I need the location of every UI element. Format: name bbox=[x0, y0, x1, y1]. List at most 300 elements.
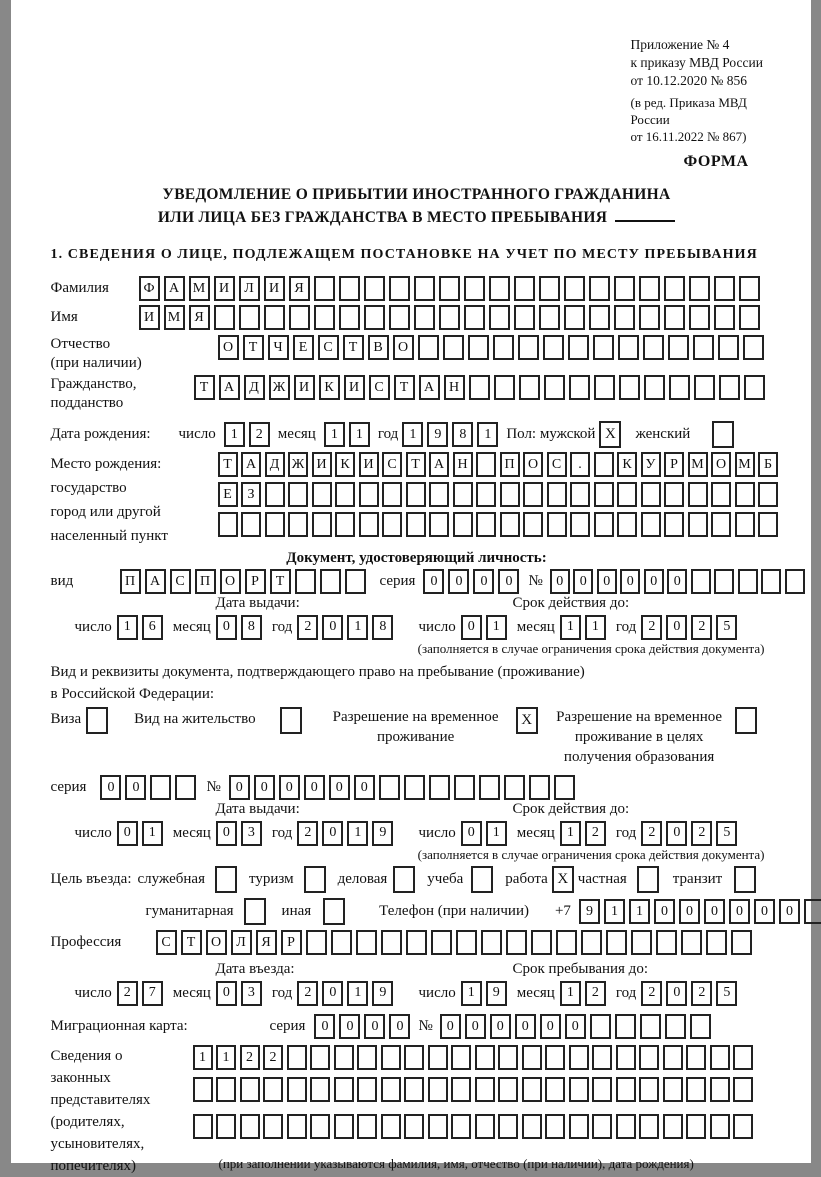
char-cell[interactable]: 8 bbox=[241, 615, 262, 640]
char-cell[interactable]: 0 bbox=[729, 899, 750, 924]
char-cell[interactable]: 1 bbox=[347, 615, 368, 640]
char-cell[interactable] bbox=[529, 775, 550, 800]
female-checkbox[interactable] bbox=[712, 421, 734, 448]
char-cell[interactable]: 0 bbox=[229, 775, 250, 800]
char-cell[interactable] bbox=[406, 512, 426, 537]
char-cell[interactable]: 1 bbox=[193, 1045, 213, 1070]
char-cell[interactable]: 0 bbox=[354, 775, 375, 800]
char-cell[interactable]: 2 bbox=[263, 1045, 283, 1070]
purpose-humanitarian-checkbox[interactable] bbox=[244, 898, 266, 925]
char-cell[interactable] bbox=[733, 1114, 753, 1139]
char-cell[interactable] bbox=[320, 569, 341, 594]
char-cell[interactable] bbox=[639, 276, 660, 301]
char-cell[interactable] bbox=[469, 375, 490, 400]
char-cell[interactable]: 1 bbox=[486, 821, 507, 846]
char-cell[interactable] bbox=[239, 305, 260, 330]
char-cell[interactable]: 0 bbox=[573, 569, 593, 594]
char-cell[interactable] bbox=[345, 569, 366, 594]
char-cell[interactable]: А bbox=[241, 452, 261, 477]
char-cell[interactable] bbox=[569, 1045, 589, 1070]
char-cell[interactable] bbox=[594, 452, 614, 477]
char-cell[interactable]: 2 bbox=[585, 981, 606, 1006]
char-cell[interactable] bbox=[389, 276, 410, 301]
char-cell[interactable] bbox=[639, 1045, 659, 1070]
char-cell[interactable] bbox=[594, 512, 614, 537]
char-cell[interactable] bbox=[451, 1077, 471, 1102]
char-cell[interactable] bbox=[681, 930, 702, 955]
char-cell[interactable]: Т bbox=[194, 375, 215, 400]
char-cell[interactable] bbox=[240, 1077, 260, 1102]
char-cell[interactable] bbox=[711, 482, 731, 507]
char-cell[interactable] bbox=[590, 1014, 611, 1039]
char-cell[interactable] bbox=[522, 1077, 542, 1102]
char-cell[interactable]: Т bbox=[218, 452, 238, 477]
char-cell[interactable] bbox=[641, 512, 661, 537]
char-cell[interactable] bbox=[287, 1114, 307, 1139]
char-cell[interactable] bbox=[357, 1114, 377, 1139]
char-cell[interactable] bbox=[451, 1114, 471, 1139]
char-cell[interactable] bbox=[479, 775, 500, 800]
char-cell[interactable] bbox=[359, 512, 379, 537]
char-cell[interactable] bbox=[334, 1077, 354, 1102]
char-cell[interactable]: 2 bbox=[641, 821, 662, 846]
char-cell[interactable] bbox=[310, 1114, 330, 1139]
char-cell[interactable]: Я bbox=[189, 305, 210, 330]
char-cell[interactable] bbox=[564, 305, 585, 330]
char-cell[interactable] bbox=[744, 375, 765, 400]
char-cell[interactable]: 1 bbox=[142, 821, 163, 846]
purpose-study-checkbox[interactable] bbox=[471, 866, 493, 893]
purpose-other-checkbox[interactable] bbox=[323, 898, 345, 925]
char-cell[interactable]: 0 bbox=[216, 615, 237, 640]
char-cell[interactable] bbox=[404, 1045, 424, 1070]
char-cell[interactable] bbox=[743, 335, 764, 360]
char-cell[interactable]: 0 bbox=[666, 615, 687, 640]
char-cell[interactable]: Т bbox=[181, 930, 202, 955]
char-cell[interactable] bbox=[539, 305, 560, 330]
char-cell[interactable]: М bbox=[688, 452, 708, 477]
char-cell[interactable] bbox=[454, 775, 475, 800]
char-cell[interactable]: 2 bbox=[117, 981, 138, 1006]
char-cell[interactable] bbox=[663, 1045, 683, 1070]
char-cell[interactable] bbox=[334, 1045, 354, 1070]
char-cell[interactable] bbox=[389, 305, 410, 330]
char-cell[interactable]: Т bbox=[394, 375, 415, 400]
char-cell[interactable]: 0 bbox=[423, 569, 444, 594]
char-cell[interactable] bbox=[664, 512, 684, 537]
char-cell[interactable] bbox=[504, 775, 525, 800]
char-cell[interactable]: О bbox=[206, 930, 227, 955]
char-cell[interactable] bbox=[589, 276, 610, 301]
char-cell[interactable]: А bbox=[164, 276, 185, 301]
char-cell[interactable]: О bbox=[218, 335, 239, 360]
char-cell[interactable] bbox=[489, 276, 510, 301]
char-cell[interactable]: 1 bbox=[560, 981, 581, 1006]
char-cell[interactable] bbox=[710, 1045, 730, 1070]
char-cell[interactable] bbox=[193, 1114, 213, 1139]
char-cell[interactable]: 1 bbox=[629, 899, 650, 924]
char-cell[interactable] bbox=[663, 1114, 683, 1139]
char-cell[interactable]: И bbox=[214, 276, 235, 301]
char-cell[interactable] bbox=[735, 482, 755, 507]
char-cell[interactable] bbox=[614, 276, 635, 301]
char-cell[interactable] bbox=[439, 276, 460, 301]
char-cell[interactable] bbox=[494, 375, 515, 400]
char-cell[interactable] bbox=[710, 1077, 730, 1102]
char-cell[interactable] bbox=[414, 276, 435, 301]
char-cell[interactable] bbox=[314, 276, 335, 301]
char-cell[interactable] bbox=[295, 569, 316, 594]
char-cell[interactable] bbox=[468, 335, 489, 360]
char-cell[interactable]: 0 bbox=[515, 1014, 536, 1039]
char-cell[interactable] bbox=[265, 512, 285, 537]
char-cell[interactable] bbox=[288, 482, 308, 507]
char-cell[interactable] bbox=[335, 482, 355, 507]
char-cell[interactable] bbox=[523, 512, 543, 537]
char-cell[interactable] bbox=[618, 335, 639, 360]
char-cell[interactable]: 2 bbox=[297, 981, 318, 1006]
char-cell[interactable] bbox=[418, 335, 439, 360]
char-cell[interactable]: 9 bbox=[427, 422, 448, 447]
char-cell[interactable]: Ж bbox=[288, 452, 308, 477]
temp-residence-checkbox[interactable]: X bbox=[516, 707, 538, 734]
char-cell[interactable] bbox=[429, 775, 450, 800]
char-cell[interactable] bbox=[428, 1045, 448, 1070]
char-cell[interactable]: О bbox=[220, 569, 241, 594]
char-cell[interactable] bbox=[569, 1077, 589, 1102]
char-cell[interactable] bbox=[288, 512, 308, 537]
char-cell[interactable] bbox=[381, 1114, 401, 1139]
char-cell[interactable]: К bbox=[617, 452, 637, 477]
char-cell[interactable] bbox=[306, 930, 327, 955]
char-cell[interactable]: У bbox=[641, 452, 661, 477]
char-cell[interactable]: 1 bbox=[560, 615, 581, 640]
char-cell[interactable] bbox=[686, 1077, 706, 1102]
char-cell[interactable]: 2 bbox=[691, 821, 712, 846]
char-cell[interactable] bbox=[493, 335, 514, 360]
char-cell[interactable] bbox=[616, 1114, 636, 1139]
char-cell[interactable]: Т bbox=[243, 335, 264, 360]
char-cell[interactable] bbox=[475, 1114, 495, 1139]
char-cell[interactable]: 9 bbox=[372, 981, 393, 1006]
char-cell[interactable]: 2 bbox=[691, 981, 712, 1006]
char-cell[interactable]: 8 bbox=[452, 422, 473, 447]
char-cell[interactable]: В bbox=[368, 335, 389, 360]
char-cell[interactable] bbox=[500, 512, 520, 537]
char-cell[interactable]: 0 bbox=[620, 569, 640, 594]
char-cell[interactable]: 1 bbox=[477, 422, 498, 447]
char-cell[interactable] bbox=[688, 482, 708, 507]
char-cell[interactable]: 0 bbox=[461, 615, 482, 640]
char-cell[interactable] bbox=[569, 375, 590, 400]
char-cell[interactable]: П bbox=[195, 569, 216, 594]
char-cell[interactable]: 2 bbox=[297, 615, 318, 640]
char-cell[interactable] bbox=[668, 335, 689, 360]
char-cell[interactable] bbox=[312, 482, 332, 507]
char-cell[interactable] bbox=[314, 305, 335, 330]
char-cell[interactable]: К bbox=[319, 375, 340, 400]
char-cell[interactable]: 5 bbox=[716, 615, 737, 640]
purpose-official-checkbox[interactable] bbox=[215, 866, 237, 893]
char-cell[interactable] bbox=[193, 1077, 213, 1102]
char-cell[interactable] bbox=[498, 1114, 518, 1139]
char-cell[interactable]: 2 bbox=[585, 821, 606, 846]
char-cell[interactable]: 5 bbox=[716, 821, 737, 846]
char-cell[interactable]: 0 bbox=[304, 775, 325, 800]
char-cell[interactable]: А bbox=[145, 569, 166, 594]
char-cell[interactable] bbox=[758, 482, 778, 507]
char-cell[interactable] bbox=[581, 930, 602, 955]
char-cell[interactable] bbox=[689, 276, 710, 301]
char-cell[interactable]: 0 bbox=[322, 981, 343, 1006]
char-cell[interactable]: 2 bbox=[297, 821, 318, 846]
char-cell[interactable] bbox=[289, 305, 310, 330]
char-cell[interactable] bbox=[453, 512, 473, 537]
char-cell[interactable] bbox=[382, 512, 402, 537]
char-cell[interactable] bbox=[334, 1114, 354, 1139]
char-cell[interactable]: С bbox=[547, 452, 567, 477]
char-cell[interactable] bbox=[664, 276, 685, 301]
char-cell[interactable] bbox=[686, 1114, 706, 1139]
char-cell[interactable] bbox=[785, 569, 805, 594]
char-cell[interactable]: Н bbox=[444, 375, 465, 400]
char-cell[interactable] bbox=[616, 1077, 636, 1102]
char-cell[interactable] bbox=[453, 482, 473, 507]
char-cell[interactable] bbox=[665, 1014, 686, 1039]
char-cell[interactable] bbox=[640, 1014, 661, 1039]
char-cell[interactable] bbox=[547, 512, 567, 537]
char-cell[interactable] bbox=[428, 1077, 448, 1102]
char-cell[interactable] bbox=[641, 482, 661, 507]
char-cell[interactable] bbox=[714, 276, 735, 301]
char-cell[interactable] bbox=[175, 775, 196, 800]
char-cell[interactable] bbox=[739, 305, 760, 330]
char-cell[interactable] bbox=[731, 930, 752, 955]
purpose-business-checkbox[interactable] bbox=[393, 866, 415, 893]
char-cell[interactable] bbox=[614, 305, 635, 330]
char-cell[interactable] bbox=[335, 512, 355, 537]
char-cell[interactable] bbox=[357, 1045, 377, 1070]
char-cell[interactable] bbox=[379, 775, 400, 800]
char-cell[interactable] bbox=[693, 335, 714, 360]
char-cell[interactable] bbox=[406, 482, 426, 507]
char-cell[interactable] bbox=[761, 569, 781, 594]
char-cell[interactable] bbox=[381, 930, 402, 955]
char-cell[interactable]: О bbox=[711, 452, 731, 477]
char-cell[interactable] bbox=[545, 1045, 565, 1070]
char-cell[interactable]: С bbox=[318, 335, 339, 360]
char-cell[interactable]: О bbox=[523, 452, 543, 477]
char-cell[interactable]: 5 bbox=[716, 981, 737, 1006]
char-cell[interactable] bbox=[406, 930, 427, 955]
char-cell[interactable]: И bbox=[344, 375, 365, 400]
char-cell[interactable] bbox=[733, 1045, 753, 1070]
purpose-transit-checkbox[interactable] bbox=[734, 866, 756, 893]
char-cell[interactable] bbox=[506, 930, 527, 955]
char-cell[interactable] bbox=[443, 335, 464, 360]
char-cell[interactable] bbox=[643, 335, 664, 360]
char-cell[interactable] bbox=[404, 1077, 424, 1102]
char-cell[interactable] bbox=[554, 775, 575, 800]
char-cell[interactable]: М bbox=[735, 452, 755, 477]
char-cell[interactable] bbox=[689, 305, 710, 330]
char-cell[interactable] bbox=[570, 512, 590, 537]
char-cell[interactable] bbox=[738, 569, 758, 594]
char-cell[interactable]: А bbox=[429, 452, 449, 477]
char-cell[interactable]: 0 bbox=[125, 775, 146, 800]
char-cell[interactable] bbox=[476, 512, 496, 537]
char-cell[interactable]: 1 bbox=[585, 615, 606, 640]
char-cell[interactable]: М bbox=[164, 305, 185, 330]
char-cell[interactable]: 0 bbox=[679, 899, 700, 924]
char-cell[interactable]: 0 bbox=[314, 1014, 335, 1039]
char-cell[interactable] bbox=[359, 482, 379, 507]
char-cell[interactable]: . bbox=[570, 452, 590, 477]
char-cell[interactable] bbox=[456, 930, 477, 955]
char-cell[interactable]: 0 bbox=[704, 899, 725, 924]
char-cell[interactable]: Б bbox=[758, 452, 778, 477]
char-cell[interactable]: Д bbox=[265, 452, 285, 477]
char-cell[interactable] bbox=[489, 305, 510, 330]
char-cell[interactable]: 0 bbox=[473, 569, 494, 594]
char-cell[interactable] bbox=[364, 305, 385, 330]
char-cell[interactable] bbox=[592, 1045, 612, 1070]
char-cell[interactable] bbox=[522, 1114, 542, 1139]
char-cell[interactable]: 2 bbox=[240, 1045, 260, 1070]
char-cell[interactable]: 0 bbox=[666, 981, 687, 1006]
char-cell[interactable] bbox=[312, 512, 332, 537]
char-cell[interactable]: 2 bbox=[249, 422, 270, 447]
char-cell[interactable] bbox=[500, 482, 520, 507]
char-cell[interactable] bbox=[556, 930, 577, 955]
char-cell[interactable]: Ж bbox=[269, 375, 290, 400]
char-cell[interactable]: 0 bbox=[448, 569, 469, 594]
char-cell[interactable]: 0 bbox=[461, 821, 482, 846]
char-cell[interactable]: 1 bbox=[324, 422, 345, 447]
char-cell[interactable]: 0 bbox=[654, 899, 675, 924]
char-cell[interactable] bbox=[545, 1077, 565, 1102]
char-cell[interactable]: 2 bbox=[641, 981, 662, 1006]
char-cell[interactable]: 2 bbox=[691, 615, 712, 640]
char-cell[interactable] bbox=[619, 375, 640, 400]
char-cell[interactable] bbox=[519, 375, 540, 400]
char-cell[interactable] bbox=[241, 512, 261, 537]
char-cell[interactable] bbox=[356, 930, 377, 955]
char-cell[interactable] bbox=[714, 569, 734, 594]
char-cell[interactable] bbox=[414, 305, 435, 330]
char-cell[interactable] bbox=[544, 375, 565, 400]
char-cell[interactable]: 9 bbox=[579, 899, 600, 924]
char-cell[interactable] bbox=[476, 452, 496, 477]
char-cell[interactable]: 0 bbox=[550, 569, 570, 594]
char-cell[interactable]: 9 bbox=[486, 981, 507, 1006]
char-cell[interactable]: П bbox=[120, 569, 141, 594]
char-cell[interactable] bbox=[339, 276, 360, 301]
char-cell[interactable] bbox=[594, 482, 614, 507]
char-cell[interactable]: 0 bbox=[465, 1014, 486, 1039]
char-cell[interactable]: М bbox=[189, 276, 210, 301]
char-cell[interactable] bbox=[218, 512, 238, 537]
char-cell[interactable]: 1 bbox=[347, 981, 368, 1006]
char-cell[interactable]: 1 bbox=[224, 422, 245, 447]
char-cell[interactable] bbox=[758, 512, 778, 537]
char-cell[interactable] bbox=[381, 1045, 401, 1070]
char-cell[interactable] bbox=[592, 1077, 612, 1102]
char-cell[interactable] bbox=[404, 1114, 424, 1139]
char-cell[interactable] bbox=[451, 1045, 471, 1070]
char-cell[interactable]: 1 bbox=[347, 821, 368, 846]
purpose-work-checkbox[interactable]: X bbox=[552, 866, 574, 893]
char-cell[interactable] bbox=[639, 1077, 659, 1102]
char-cell[interactable] bbox=[522, 1045, 542, 1070]
char-cell[interactable]: 0 bbox=[254, 775, 275, 800]
char-cell[interactable]: 8 bbox=[372, 615, 393, 640]
char-cell[interactable] bbox=[694, 375, 715, 400]
char-cell[interactable] bbox=[706, 930, 727, 955]
char-cell[interactable]: 0 bbox=[364, 1014, 385, 1039]
char-cell[interactable] bbox=[669, 375, 690, 400]
char-cell[interactable] bbox=[429, 482, 449, 507]
char-cell[interactable]: 0 bbox=[339, 1014, 360, 1039]
char-cell[interactable]: Я bbox=[256, 930, 277, 955]
char-cell[interactable] bbox=[498, 1077, 518, 1102]
char-cell[interactable]: 1 bbox=[604, 899, 625, 924]
char-cell[interactable] bbox=[719, 375, 740, 400]
char-cell[interactable] bbox=[264, 305, 285, 330]
char-cell[interactable] bbox=[688, 512, 708, 537]
char-cell[interactable] bbox=[593, 335, 614, 360]
char-cell[interactable] bbox=[263, 1077, 283, 1102]
char-cell[interactable]: 7 bbox=[142, 981, 163, 1006]
char-cell[interactable]: 0 bbox=[540, 1014, 561, 1039]
char-cell[interactable] bbox=[564, 276, 585, 301]
char-cell[interactable]: 3 bbox=[241, 981, 262, 1006]
char-cell[interactable] bbox=[739, 276, 760, 301]
char-cell[interactable]: О bbox=[393, 335, 414, 360]
char-cell[interactable] bbox=[404, 775, 425, 800]
char-cell[interactable] bbox=[464, 276, 485, 301]
char-cell[interactable]: Т bbox=[270, 569, 291, 594]
char-cell[interactable] bbox=[331, 930, 352, 955]
char-cell[interactable] bbox=[711, 512, 731, 537]
char-cell[interactable]: С bbox=[382, 452, 402, 477]
purpose-tourism-checkbox[interactable] bbox=[304, 866, 326, 893]
char-cell[interactable] bbox=[357, 1077, 377, 1102]
char-cell[interactable] bbox=[475, 1077, 495, 1102]
residence-permit-checkbox[interactable] bbox=[280, 707, 302, 734]
char-cell[interactable] bbox=[639, 1114, 659, 1139]
char-cell[interactable] bbox=[664, 305, 685, 330]
char-cell[interactable] bbox=[150, 775, 171, 800]
char-cell[interactable] bbox=[476, 482, 496, 507]
char-cell[interactable] bbox=[569, 1114, 589, 1139]
char-cell[interactable]: 9 bbox=[372, 821, 393, 846]
char-cell[interactable] bbox=[606, 930, 627, 955]
char-cell[interactable] bbox=[735, 512, 755, 537]
char-cell[interactable] bbox=[615, 1014, 636, 1039]
char-cell[interactable]: 0 bbox=[667, 569, 687, 594]
char-cell[interactable]: 0 bbox=[490, 1014, 511, 1039]
char-cell[interactable] bbox=[639, 305, 660, 330]
char-cell[interactable] bbox=[523, 482, 543, 507]
char-cell[interactable] bbox=[617, 512, 637, 537]
char-cell[interactable]: 1 bbox=[461, 981, 482, 1006]
char-cell[interactable] bbox=[686, 1045, 706, 1070]
char-cell[interactable]: С bbox=[170, 569, 191, 594]
char-cell[interactable]: 0 bbox=[779, 899, 800, 924]
temp-residence-edu-checkbox[interactable] bbox=[735, 707, 757, 734]
char-cell[interactable]: 3 bbox=[241, 821, 262, 846]
